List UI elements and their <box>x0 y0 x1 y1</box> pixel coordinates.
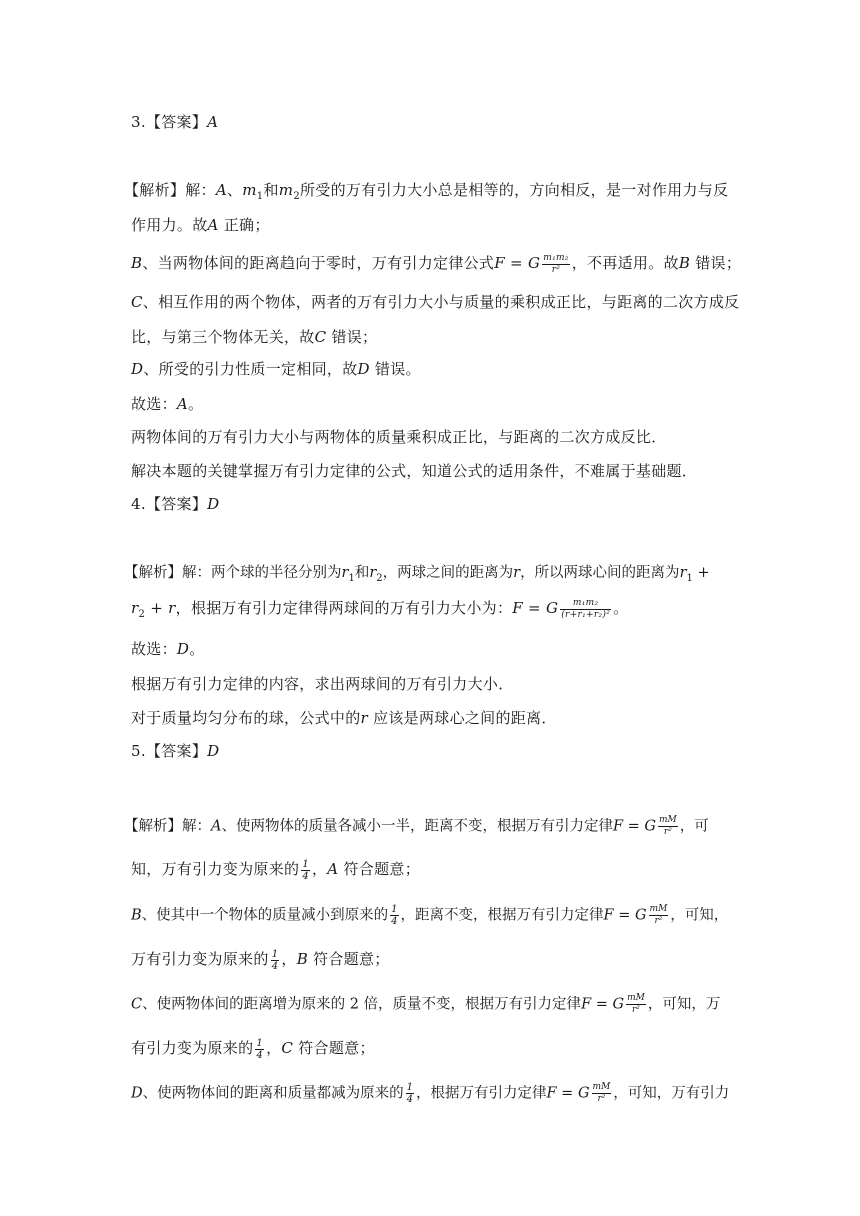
q5-option-a-line-1: 【解析】解：A、使两物体的质量各减小一半，距离不变，根据万有引力定律F = G $\frac{mM}{\text{r²}}$ ，可 <box>124 815 709 837</box>
q3-note-2: 解决本题的关键掌握万有引力定律的公式，知道公式的适用条件，不难属于基础题． <box>131 462 698 480</box>
q5-option-d-line-1: D、使两物体间的距离和质量都减为原来的 $\frac{1}{4}$ ，根据万有引力定律F = G $\frac{mM}{\text{r²}}$ ，可知，万有引力 <box>131 1082 730 1105</box>
q4-answer: 4.【答案】D <box>131 495 220 513</box>
q4-analysis-line-2: $r_2 + r$，根据万有引力定律得两球间的万有引力大小为：F = G $\frac{\text{m₁m₂}}{\text{(r+r₁+r₂)²}}$ 。 <box>131 597 629 620</box>
formula-fraction: $\frac{\text{m₁m₂}}{\text{(r+r₁+r₂)²}}$ <box>561 597 611 620</box>
q3-choice: 故选：A。 <box>131 395 204 413</box>
q3-analysis-line-2: 作用力。故A 正确； <box>131 216 270 234</box>
q4-analysis-line-1: 【解析】解：两个球的半径分别为$r_1$和$r_2$，两球之间的距离为r，所以两球心间的距离为$r_1$ + <box>124 565 710 584</box>
q5-option-a-line-2: 知，万有引力变为原来的 $\frac{1}{4}$ ，A 符合题意； <box>131 858 421 882</box>
formula-fraction: $\frac{mM}{\text{r²}}$ <box>592 1082 611 1104</box>
q5-option-b-line-1: B、使其中一个物体的质量减小到原来的 $\frac{1}{4}$ ，距离不变，根据万有引力定律F = G $\frac{mM}{\text{r²}}$ ，可知， <box>131 904 729 927</box>
q5-answer: 5.【答案】D <box>131 742 220 760</box>
fraction-one-quarter: $\frac{1}{4}$ <box>271 948 279 972</box>
q3-option-c-line-2: 比，与第三个物体无关，故C 错误； <box>131 328 378 346</box>
fraction-one-quarter: $\frac{1}{4}$ <box>391 904 398 927</box>
q3-note-1: 两物体间的万有引力大小与两物体的质量乘积成正比，与距离的二次方成反比． <box>131 428 667 446</box>
q4-note-2: 对于质量均匀分布的球，公式中的r 应该是两球心之间的距离． <box>131 709 557 727</box>
q4-note-1: 根据万有引力定律的内容，求出两球间的万有引力大小． <box>131 675 514 693</box>
fraction-one-quarter: $\frac{1}{4}$ <box>302 858 309 882</box>
q4-choice: 故选：D。 <box>131 640 205 658</box>
formula-fraction: $\frac{\text{m₁m₂}}{\text{r²}}$ <box>543 252 569 275</box>
q3-analysis-line-1: 【解析】解：A、$m_1$和$m_2$所受的万有引力大小总是相等的，方向相反，是一对作用力与反 <box>124 181 729 202</box>
q3-option-d: D、所受的引力性质一定相同，故D 错误。 <box>131 360 421 378</box>
q5-option-c-line-1: C、使两物体间的距离增为原来的 2 倍，质量不变，根据万有引力定律F = G $\frac{mM}{\text{r²}}$ ，可知，万 <box>131 993 721 1015</box>
fraction-one-quarter: $\frac{1}{4}$ <box>256 1037 264 1061</box>
fraction-one-quarter: $\frac{1}{4}$ <box>406 1082 414 1105</box>
q3-answer: 3.【答案】A <box>131 113 219 131</box>
formula-fraction: $\frac{mM}{\text{r²}}$ <box>659 815 677 837</box>
formula-fraction: $\frac{mM}{\text{r²}}$ <box>627 993 645 1015</box>
q5-option-b-line-2: 万有引力变为原来的 $\frac{1}{4}$ ，B 符合题意； <box>131 948 390 972</box>
q3-option-c-line-1: C、相互作用的两个物体，两者的万有引力大小与质量的乘积成正比，与距离的二次方成反 <box>131 293 740 311</box>
q3-option-b: B、当两物体间的距离趋向于零时，万有引力定律公式F = G $\frac{\text{m₁m₂}}{\text{r²}}$ ，不再适用。故B 错误； <box>131 252 742 275</box>
formula-fraction: $\frac{mM}{\text{r²}}$ <box>649 904 668 926</box>
q5-option-c-line-2: 有引力变为原来的 $\frac{1}{4}$ ，C 符合题意； <box>131 1037 375 1061</box>
